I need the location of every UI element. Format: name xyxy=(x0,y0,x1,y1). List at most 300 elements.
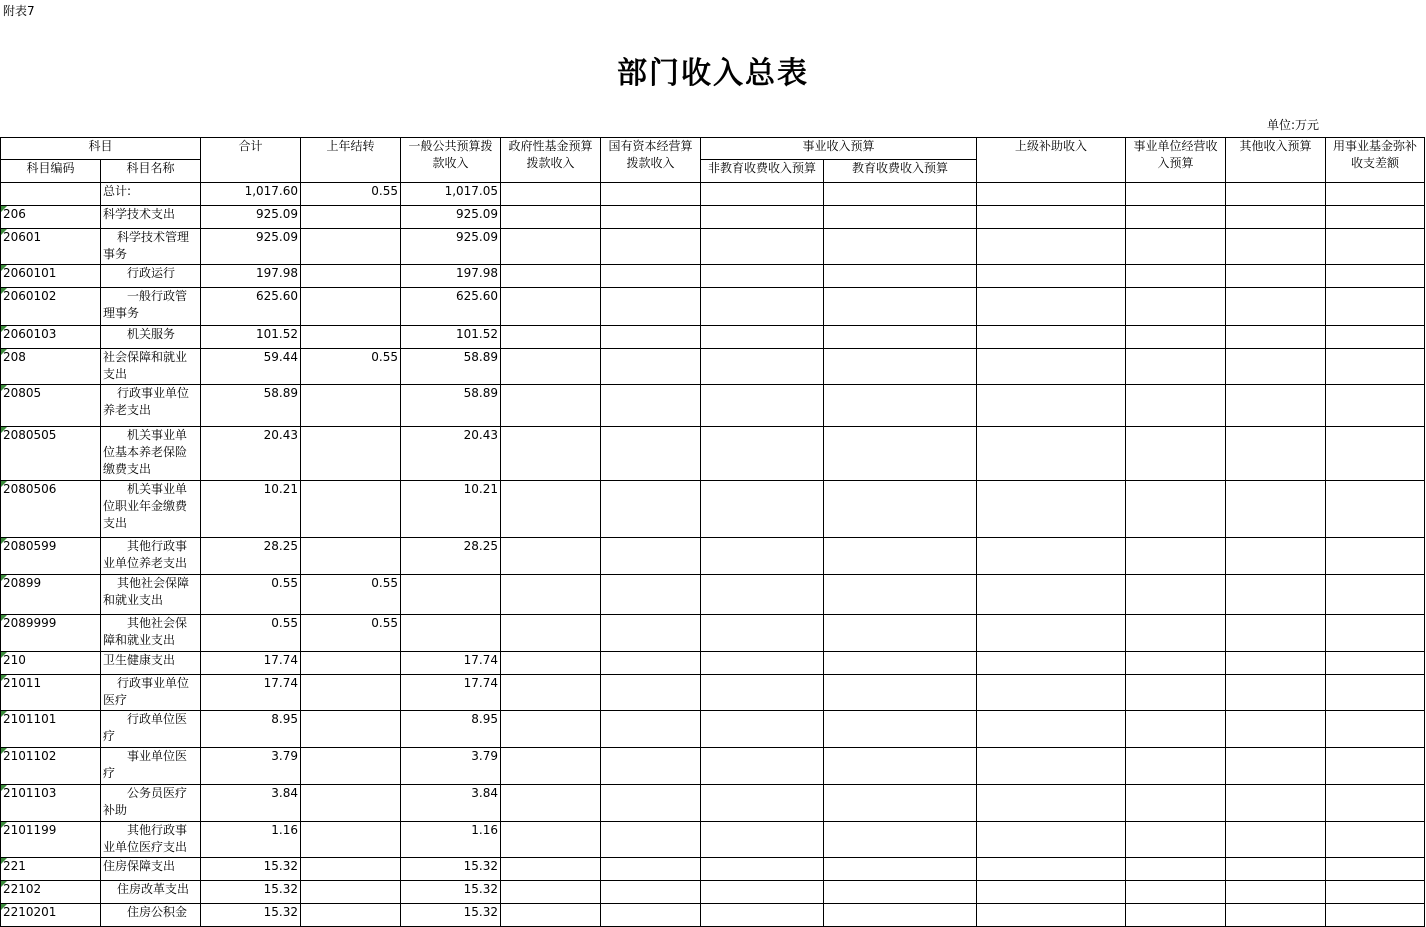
cell-empty xyxy=(601,385,701,427)
cell-empty xyxy=(1126,711,1226,748)
cell-empty xyxy=(1126,652,1226,675)
cell-empty xyxy=(824,711,977,748)
cell-empty xyxy=(701,385,824,427)
cell-general-budget: 58.89 xyxy=(401,385,501,427)
cell-total: 15.32 xyxy=(201,904,301,927)
cell-empty xyxy=(501,481,601,538)
cell-empty xyxy=(701,711,824,748)
cell-empty xyxy=(601,183,701,206)
header-business-income: 事业收入预算 xyxy=(701,138,977,160)
cell-empty xyxy=(1126,326,1226,349)
cell-carryover xyxy=(301,785,401,822)
cell-empty xyxy=(601,575,701,615)
cell-empty xyxy=(1226,904,1326,927)
cell-total: 20.43 xyxy=(201,427,301,481)
cell-carryover xyxy=(301,858,401,881)
cell-empty xyxy=(601,652,701,675)
cell-name: 科学技术管理事务 xyxy=(101,229,201,265)
cell-empty xyxy=(701,904,824,927)
table-row xyxy=(1,858,1425,881)
cell-empty xyxy=(601,711,701,748)
cell-empty xyxy=(1326,858,1425,881)
cell-empty xyxy=(824,785,977,822)
cell-general-budget: 925.09 xyxy=(401,229,501,265)
table-row xyxy=(1,481,1425,538)
cell-name: 住房保障支出 xyxy=(101,858,201,881)
cell-empty xyxy=(1126,206,1226,229)
cell-empty xyxy=(501,349,601,385)
cell-total: 10.21 xyxy=(201,481,301,538)
cell-carryover xyxy=(301,385,401,427)
cell-name: 住房改革支出 xyxy=(101,881,201,904)
cell-code: 206 xyxy=(1,206,101,229)
cell-empty xyxy=(1326,481,1425,538)
cell-name: 社会保障和就业支出 xyxy=(101,349,201,385)
table-row xyxy=(1,349,1425,385)
cell-empty xyxy=(1126,881,1226,904)
cell-empty xyxy=(501,904,601,927)
cell-empty xyxy=(1226,858,1326,881)
cell-empty xyxy=(1226,183,1326,206)
cell-name: 总计: xyxy=(101,183,201,206)
cell-empty xyxy=(501,183,601,206)
annex-label: 附表7 xyxy=(3,4,35,18)
cell-empty xyxy=(701,652,824,675)
cell-empty xyxy=(1226,785,1326,822)
cell-empty xyxy=(977,711,1126,748)
cell-empty xyxy=(601,288,701,326)
cell-total: 8.95 xyxy=(201,711,301,748)
cell-empty xyxy=(1326,538,1425,575)
cell-empty xyxy=(1126,904,1226,927)
cell-code: 2101103 xyxy=(1,785,101,822)
cell-empty xyxy=(1226,349,1326,385)
cell-code: 2060101 xyxy=(1,265,101,288)
cell-carryover: 0.55 xyxy=(301,349,401,385)
cell-empty xyxy=(977,615,1126,652)
cell-general-budget xyxy=(401,575,501,615)
cell-empty xyxy=(501,652,601,675)
cell-empty xyxy=(977,538,1126,575)
cell-total: 197.98 xyxy=(201,265,301,288)
table-row xyxy=(1,326,1425,349)
cell-empty xyxy=(1126,229,1226,265)
cell-empty xyxy=(701,675,824,711)
cell-empty xyxy=(977,748,1126,785)
cell-empty xyxy=(601,265,701,288)
page-title: 部门收入总表 xyxy=(617,56,809,91)
cell-empty xyxy=(824,206,977,229)
cell-empty xyxy=(824,858,977,881)
cell-code: 20601 xyxy=(1,229,101,265)
cell-empty xyxy=(977,575,1126,615)
cell-empty xyxy=(977,385,1126,427)
cell-empty xyxy=(1126,183,1226,206)
cell-empty xyxy=(977,904,1126,927)
cell-general-budget: 17.74 xyxy=(401,652,501,675)
cell-general-budget: 8.95 xyxy=(401,711,501,748)
cell-empty xyxy=(501,675,601,711)
cell-empty xyxy=(701,326,824,349)
cell-total: 101.52 xyxy=(201,326,301,349)
cell-empty xyxy=(977,675,1126,711)
cell-empty xyxy=(1226,229,1326,265)
cell-empty xyxy=(824,326,977,349)
cell-empty xyxy=(501,288,601,326)
cell-general-budget: 20.43 xyxy=(401,427,501,481)
cell-empty xyxy=(1326,675,1425,711)
cell-empty xyxy=(1226,822,1326,858)
cell-general-budget: 28.25 xyxy=(401,538,501,575)
cell-empty xyxy=(601,427,701,481)
cell-code: 2080506 xyxy=(1,481,101,538)
cell-empty xyxy=(1126,481,1226,538)
cell-carryover xyxy=(301,288,401,326)
cell-general-budget: 15.32 xyxy=(401,881,501,904)
cell-empty xyxy=(1126,385,1226,427)
cell-empty xyxy=(1326,326,1425,349)
cell-empty xyxy=(977,785,1126,822)
cell-code: 2080505 xyxy=(1,427,101,481)
cell-empty xyxy=(824,288,977,326)
header-operation-income: 事业单位经营收入预算 xyxy=(1126,138,1226,183)
table-row xyxy=(1,206,1425,229)
cell-empty xyxy=(501,575,601,615)
cell-empty xyxy=(701,881,824,904)
cell-empty xyxy=(1326,349,1425,385)
income-table xyxy=(0,137,1425,927)
header-state-asset: 国有资本经营算拨款收入 xyxy=(601,138,701,183)
cell-empty xyxy=(824,748,977,785)
cell-empty xyxy=(977,881,1126,904)
cell-empty xyxy=(1126,265,1226,288)
cell-code: 2060103 xyxy=(1,326,101,349)
cell-code: 2060102 xyxy=(1,288,101,326)
cell-carryover xyxy=(301,881,401,904)
table-row xyxy=(1,538,1425,575)
cell-empty xyxy=(824,675,977,711)
cell-total: 1,017.60 xyxy=(201,183,301,206)
cell-name: 其他行政事业单位医疗支出 xyxy=(101,822,201,858)
cell-empty xyxy=(1326,904,1425,927)
cell-code: 22102 xyxy=(1,881,101,904)
cell-empty xyxy=(701,481,824,538)
table-row xyxy=(1,785,1425,822)
cell-code: 2101101 xyxy=(1,711,101,748)
cell-empty xyxy=(824,183,977,206)
cell-general-budget: 1,017.05 xyxy=(401,183,501,206)
cell-carryover xyxy=(301,481,401,538)
cell-empty xyxy=(824,822,977,858)
cell-empty xyxy=(701,785,824,822)
cell-name: 其他行政事业单位养老支出 xyxy=(101,538,201,575)
cell-empty xyxy=(1126,349,1226,385)
cell-empty xyxy=(1226,427,1326,481)
cell-name: 机关事业单位职业年金缴费支出 xyxy=(101,481,201,538)
cell-empty xyxy=(824,229,977,265)
header-superior-subsidy: 上级补助收入 xyxy=(977,138,1126,183)
cell-carryover: 0.55 xyxy=(301,575,401,615)
cell-empty xyxy=(1326,427,1425,481)
cell-empty xyxy=(1226,385,1326,427)
cell-empty xyxy=(601,785,701,822)
cell-name: 机关事业单位基本养老保险缴费支出 xyxy=(101,427,201,481)
header-non-education: 非教育收费收入预算 xyxy=(701,160,824,183)
cell-empty xyxy=(977,858,1126,881)
cell-empty xyxy=(601,229,701,265)
cell-general-budget: 925.09 xyxy=(401,206,501,229)
cell-name: 卫生健康支出 xyxy=(101,652,201,675)
cell-carryover xyxy=(301,675,401,711)
cell-empty xyxy=(701,822,824,858)
cell-empty xyxy=(1226,652,1326,675)
cell-empty xyxy=(1126,615,1226,652)
cell-total: 925.09 xyxy=(201,229,301,265)
unit-label: 单位:万元 xyxy=(1267,118,1320,132)
cell-empty xyxy=(501,822,601,858)
table-row xyxy=(1,575,1425,615)
cell-carryover xyxy=(301,822,401,858)
cell-empty xyxy=(601,858,701,881)
cell-empty xyxy=(977,326,1126,349)
cell-total: 1.16 xyxy=(201,822,301,858)
cell-empty xyxy=(1226,288,1326,326)
table-row xyxy=(1,288,1425,326)
cell-name: 其他社会保障和就业支出 xyxy=(101,575,201,615)
header-total: 合计 xyxy=(201,138,301,183)
cell-general-budget xyxy=(401,615,501,652)
cell-name: 其他社会保障和就业支出 xyxy=(101,615,201,652)
cell-total: 0.55 xyxy=(201,575,301,615)
cell-empty xyxy=(977,822,1126,858)
cell-name: 行政事业单位医疗 xyxy=(101,675,201,711)
cell-code: 210 xyxy=(1,652,101,675)
cell-code: 2101102 xyxy=(1,748,101,785)
cell-code: 2101199 xyxy=(1,822,101,858)
cell-name: 行政单位医疗 xyxy=(101,711,201,748)
cell-code: 208 xyxy=(1,349,101,385)
cell-total: 15.32 xyxy=(201,858,301,881)
cell-empty xyxy=(701,427,824,481)
cell-empty xyxy=(1126,538,1226,575)
table-row xyxy=(1,615,1425,652)
cell-empty xyxy=(1226,711,1326,748)
cell-empty xyxy=(501,748,601,785)
cell-empty xyxy=(1126,748,1226,785)
table-body xyxy=(1,183,1425,927)
cell-total: 28.25 xyxy=(201,538,301,575)
cell-empty xyxy=(1126,858,1226,881)
cell-name: 科学技术支出 xyxy=(101,206,201,229)
cell-empty xyxy=(1226,538,1326,575)
table-row xyxy=(1,822,1425,858)
table-row xyxy=(1,183,1425,206)
cell-empty xyxy=(824,904,977,927)
cell-empty xyxy=(701,349,824,385)
cell-empty xyxy=(1326,881,1425,904)
cell-code: 21011 xyxy=(1,675,101,711)
cell-empty xyxy=(601,904,701,927)
cell-code: 221 xyxy=(1,858,101,881)
cell-empty xyxy=(977,206,1126,229)
cell-empty xyxy=(977,481,1126,538)
cell-carryover xyxy=(301,206,401,229)
cell-empty xyxy=(501,326,601,349)
table-row xyxy=(1,881,1425,904)
cell-empty xyxy=(977,349,1126,385)
cell-carryover: 0.55 xyxy=(301,183,401,206)
cell-empty xyxy=(501,858,601,881)
cell-empty xyxy=(601,481,701,538)
cell-empty xyxy=(977,265,1126,288)
cell-total: 17.74 xyxy=(201,675,301,711)
cell-carryover: 0.55 xyxy=(301,615,401,652)
cell-empty xyxy=(501,881,601,904)
cell-empty xyxy=(824,349,977,385)
cell-empty xyxy=(824,881,977,904)
cell-empty xyxy=(501,206,601,229)
cell-general-budget: 15.32 xyxy=(401,904,501,927)
cell-empty xyxy=(977,288,1126,326)
cell-empty xyxy=(1226,265,1326,288)
cell-empty xyxy=(701,748,824,785)
cell-empty xyxy=(601,538,701,575)
table-row xyxy=(1,229,1425,265)
cell-empty xyxy=(977,652,1126,675)
cell-empty xyxy=(1126,785,1226,822)
cell-empty xyxy=(701,288,824,326)
cell-carryover xyxy=(301,711,401,748)
cell-total: 15.32 xyxy=(201,881,301,904)
header-fund-balance: 用事业基金弥补收支差额 xyxy=(1326,138,1425,183)
cell-empty xyxy=(824,427,977,481)
cell-empty xyxy=(824,575,977,615)
cell-empty xyxy=(501,538,601,575)
cell-name: 事业单位医疗 xyxy=(101,748,201,785)
cell-empty xyxy=(1326,822,1425,858)
cell-empty xyxy=(1326,265,1425,288)
cell-general-budget: 197.98 xyxy=(401,265,501,288)
cell-code xyxy=(1,183,101,206)
cell-general-budget: 3.79 xyxy=(401,748,501,785)
cell-carryover xyxy=(301,904,401,927)
cell-empty xyxy=(1326,206,1425,229)
cell-empty xyxy=(701,615,824,652)
cell-empty xyxy=(501,385,601,427)
cell-empty xyxy=(701,183,824,206)
table-row xyxy=(1,265,1425,288)
cell-empty xyxy=(701,265,824,288)
cell-carryover xyxy=(301,538,401,575)
table-row xyxy=(1,652,1425,675)
cell-empty xyxy=(1126,675,1226,711)
cell-name: 机关服务 xyxy=(101,326,201,349)
cell-empty xyxy=(1326,748,1425,785)
cell-carryover xyxy=(301,652,401,675)
cell-general-budget: 58.89 xyxy=(401,349,501,385)
table-row xyxy=(1,711,1425,748)
cell-empty xyxy=(1226,326,1326,349)
cell-general-budget: 101.52 xyxy=(401,326,501,349)
cell-empty xyxy=(601,206,701,229)
cell-empty xyxy=(1326,183,1425,206)
header-code: 科目编码 xyxy=(1,160,101,183)
cell-total: 3.79 xyxy=(201,748,301,785)
cell-empty xyxy=(1126,288,1226,326)
cell-total: 625.60 xyxy=(201,288,301,326)
cell-empty xyxy=(1326,288,1425,326)
cell-name: 行政运行 xyxy=(101,265,201,288)
cell-empty xyxy=(1326,652,1425,675)
cell-name: 公务员医疗补助 xyxy=(101,785,201,822)
cell-general-budget: 17.74 xyxy=(401,675,501,711)
cell-empty xyxy=(601,349,701,385)
cell-general-budget: 15.32 xyxy=(401,858,501,881)
cell-empty xyxy=(701,858,824,881)
cell-carryover xyxy=(301,748,401,785)
cell-empty xyxy=(824,615,977,652)
cell-carryover xyxy=(301,229,401,265)
cell-code: 20899 xyxy=(1,575,101,615)
cell-general-budget: 1.16 xyxy=(401,822,501,858)
cell-empty xyxy=(1326,575,1425,615)
header-gov-fund: 政府性基金预算拨款收入 xyxy=(501,138,601,183)
cell-total: 925.09 xyxy=(201,206,301,229)
cell-empty xyxy=(824,385,977,427)
cell-empty xyxy=(1126,575,1226,615)
cell-empty xyxy=(1326,385,1425,427)
cell-empty xyxy=(701,538,824,575)
cell-empty xyxy=(501,229,601,265)
cell-empty xyxy=(1226,575,1326,615)
header-subject: 科目 xyxy=(1,138,201,160)
header-carryover: 上年结转 xyxy=(301,138,401,183)
cell-empty xyxy=(977,229,1126,265)
table-row xyxy=(1,904,1425,927)
cell-empty xyxy=(977,427,1126,481)
cell-total: 0.55 xyxy=(201,615,301,652)
cell-empty xyxy=(701,229,824,265)
cell-empty xyxy=(701,575,824,615)
cell-empty xyxy=(601,675,701,711)
cell-empty xyxy=(501,785,601,822)
cell-general-budget: 625.60 xyxy=(401,288,501,326)
cell-total: 3.84 xyxy=(201,785,301,822)
cell-empty xyxy=(701,206,824,229)
cell-empty xyxy=(1226,748,1326,785)
cell-empty xyxy=(824,538,977,575)
cell-name: 住房公积金 xyxy=(101,904,201,927)
cell-empty xyxy=(501,427,601,481)
cell-empty xyxy=(601,326,701,349)
cell-empty xyxy=(601,748,701,785)
cell-code: 2210201 xyxy=(1,904,101,927)
table-row xyxy=(1,385,1425,427)
cell-name: 行政事业单位养老支出 xyxy=(101,385,201,427)
header-name: 科目名称 xyxy=(101,160,201,183)
cell-empty xyxy=(1326,711,1425,748)
cell-empty xyxy=(1126,822,1226,858)
cell-total: 59.44 xyxy=(201,349,301,385)
cell-carryover xyxy=(301,427,401,481)
cell-name: 一般行政管理事务 xyxy=(101,288,201,326)
cell-empty xyxy=(501,265,601,288)
cell-code: 2080599 xyxy=(1,538,101,575)
cell-empty xyxy=(601,615,701,652)
cell-empty xyxy=(824,652,977,675)
cell-empty xyxy=(501,615,601,652)
cell-empty xyxy=(1226,881,1326,904)
